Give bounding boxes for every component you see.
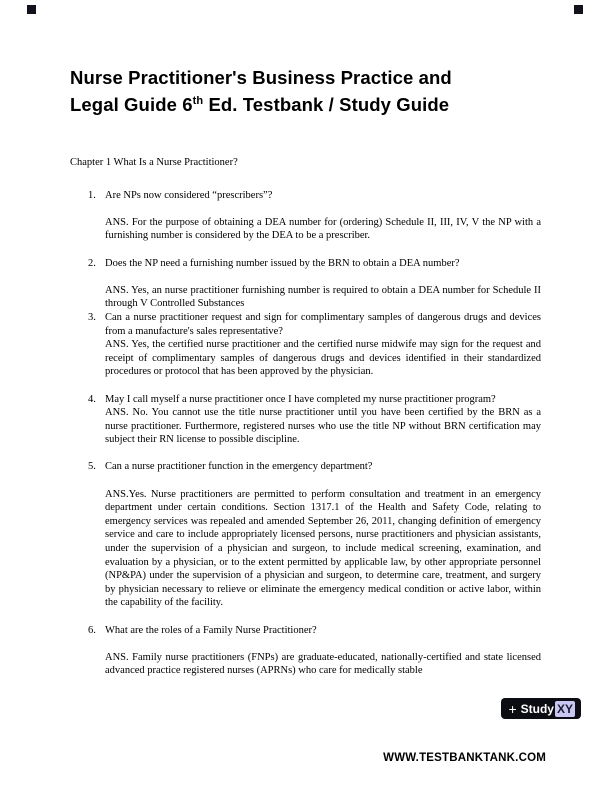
question-item: [88, 393, 541, 447]
answer-text: ANS. Family nurse practitioners (FNPs) are graduate-educated, nationally-certified and state licensed advanced practice registered nurses (APRNs) who care for medically stable: [105, 651, 541, 677]
answer-text: ANS. Yes, an nurse practitioner furnishing number is required to obtain a DEA number for Schedule II through V Controlled Substances: [105, 284, 541, 310]
corner-mark-left: [27, 5, 36, 14]
document-title: [70, 64, 542, 118]
question-item: [88, 460, 541, 610]
answer-text: ANS. No. You cannot use the title nurse practitioner until you have been certified by the BRN as a nurse practitioner. Furthermore, registered nurses who use the title NP without BRN certification may subject their RN license to possible discipline.: [105, 407, 541, 446]
studyxy-logo: [501, 698, 581, 719]
question-number: 6.: [88, 624, 96, 636]
question-row: [88, 257, 541, 271]
brand-highlight: XY: [556, 701, 573, 716]
question-row: [88, 460, 541, 474]
question-number: 4.: [88, 393, 96, 405]
title-line-1: Nurse Practitioner's Business Practice and: [70, 67, 452, 88]
answer-text: ANS.Yes. Nurse practitioners are permitted to perform consultation and treatment in an emergency department under certain conditions. Section 1317.1 of the Health and Safety Code, relating to emergency services was repealed and amended September 26, 2011, changing definition of emergency service and care to include appropriately licensed persons, nurse practitioners and physician assistants, under the supervision of a physician and surgeon, to include medical screening, examination, and evaluation by a physician, or to the extent permitted by applicable law, by other appropriate personnel (NP&PA) under the supervision of a physician and surgeon, to determine care, treatment, and surgery by physician necessary to relieve or eliminate the emergency medical condition or active labor, within the capability of the facility.: [105, 488, 541, 609]
question-text: What are the roles of a Family Nurse Practitioner?: [105, 624, 317, 636]
title-line-2-pre: Legal Guide 6: [70, 94, 193, 115]
title-line-2-post: Ed. Testbank / Study Guide: [203, 94, 450, 115]
question-text: Can a nurse practitioner function in the emergency department?: [105, 461, 373, 473]
question-item: [88, 257, 541, 311]
question-list: [88, 189, 541, 678]
chapter-heading: Chapter 1 What Is a Nurse Practitioner?: [70, 157, 238, 168]
question-item: [88, 311, 541, 379]
question-text: Can a nurse practitioner request and sign for complimentary samples of dangerous drugs and devices from a manufacture's sales representative?: [105, 311, 541, 337]
question-row: [88, 311, 541, 338]
question-item: [88, 189, 541, 243]
question-item: [88, 624, 541, 678]
document-body: [70, 156, 541, 678]
question-number: 2.: [88, 257, 96, 269]
question-row: [88, 189, 541, 203]
question-row: [88, 393, 541, 407]
corner-mark-right: [574, 5, 583, 14]
question-number: 5.: [88, 461, 96, 473]
brand-name: Study: [520, 701, 554, 716]
title-superscript: th: [192, 94, 204, 107]
question-number: 3.: [88, 311, 96, 323]
question-row: [88, 624, 541, 638]
question-text: May I call myself a nurse practitioner once I have completed my nurse practitioner program?: [105, 393, 496, 405]
website-url: WWW.TESTBANKTANK.COM: [383, 752, 546, 764]
answer-text: ANS. For the purpose of obtaining a DEA number for (ordering) Schedule II, III, IV, V the NP with a furnishing number is considered by the DEA to be a prescriber.: [105, 216, 541, 242]
plus-icon: +: [508, 700, 517, 717]
question-text: Does the NP need a furnishing number issued by the BRN to obtain a DEA number?: [105, 257, 460, 269]
question-number: 1.: [88, 189, 96, 201]
answer-text: ANS. Yes, the certified nurse practitioner and the certified nurse midwife may sign for the request and receipt of complimentary samples of dangerous drugs and devices identified in their standardized procedures or protocol that has been approved by the physician.: [105, 339, 541, 378]
question-text: Are NPs now considered “prescribers”?: [105, 189, 273, 201]
